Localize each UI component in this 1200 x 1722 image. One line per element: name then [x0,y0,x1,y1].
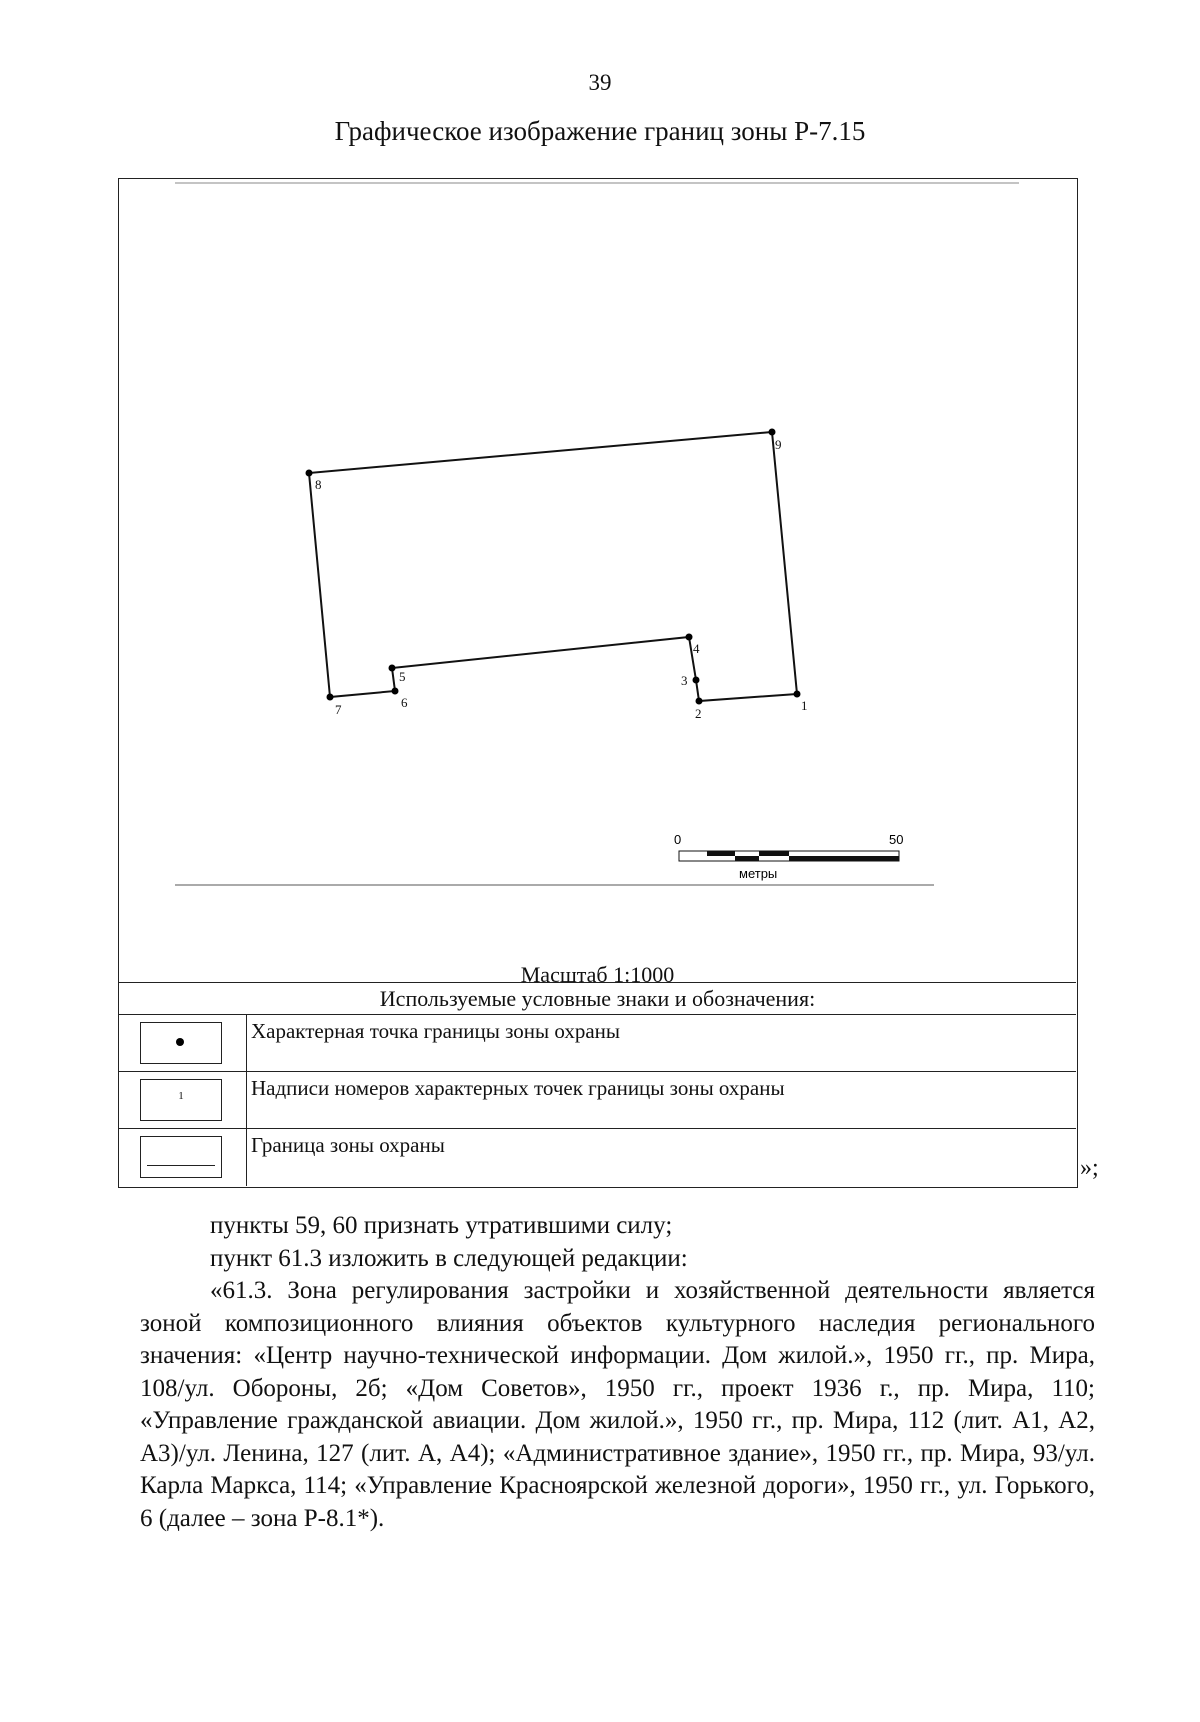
map-title: Графическое изображение границ зоны Р-7.15 [334,116,866,146]
boundary-map [119,179,1076,987]
point-label-1: 1 [801,698,808,713]
point-label-2: 2 [695,706,702,721]
map-area [119,179,1076,987]
closing-quote: »; [1080,1155,1099,1181]
boundary-point-2 [696,698,703,705]
page-number: 39 [588,70,612,95]
scale-caption: Масштаб 1:1000 [520,962,675,987]
legend-text-boundary: Граница зоны охраны [251,1133,445,1157]
boundary-points [306,429,801,705]
legend-symbol-box [140,1079,222,1121]
scale-start-label: 0 [674,832,682,847]
boundary-point-5 [389,665,396,672]
legend-text-number: Надписи номеров характерных точек границы зоны охраны [251,1076,785,1100]
paragraph-2: пункт 61.3 изложить в следующей редакции: [210,1244,688,1272]
legend-header: Используемые условные знаки и обозначения: [119,982,1076,1015]
boundary-point-7 [327,694,334,701]
scale-bar [674,832,903,881]
boundary-point-6 [392,688,399,695]
legend-symbol-box [140,1136,222,1178]
paragraph-3: «61.3. Зона регулирования застройки и хозяйственной деятельности является зоной композиционного влияния объектов культурного наследия регионального значения: «Центр научно-технической информации. Дом жилой.», 1950 гг., пр. Мира, 108/ул. Обороны, 2б; «Дом Советов», 1950 гг., проект 1936 г., пр. Мира, 110; «Управление гражданской авиации. Дом жилой.», 1950 гг., пр. Мира, 112 (лит. А1, А2, А3)/ул. Ленина, 127 (лит. А, А4); «Административное здание», 1950 гг., пр. Мира, 93/ул. Карла Маркса, 114; «Управление Красноярской железной дороги», 1950 гг., ул. Горького, 6 (далее – зона Р-8.1*). [140,1277,1095,1532]
legend-text-point: Характерная точка границы зоны охраны [251,1019,620,1043]
document-body [140,1210,1095,1535]
zone-boundary [309,432,797,701]
point-label-3: 3 [681,673,688,688]
map-frame [118,178,1078,1188]
legend-symbol-cell [119,1129,247,1186]
legend-symbol-cell [119,1015,247,1071]
paragraph-1: пункты 59, 60 признать утратившими силу; [210,1212,673,1239]
boundary-point-3 [693,677,700,684]
boundary-line-icon [147,1165,215,1166]
boundary-point-4 [686,634,693,641]
boundary-point-1 [794,691,801,698]
scale-end-label: 50 [889,832,904,847]
point-label-7: 7 [335,702,342,717]
point-dot-icon [176,1038,184,1046]
scale-unit-label: метры [739,866,778,881]
point-label-9: 9 [775,437,782,452]
legend-row-point [119,1015,1076,1072]
legend-symbol-cell [119,1072,247,1128]
point-label-5: 5 [399,669,406,684]
legend-row-boundary [119,1129,1076,1186]
legend-row-number [119,1072,1076,1129]
point-number-sample: 1 [178,1090,184,1102]
boundary-point-9 [769,429,776,436]
legend-symbol-box [140,1022,222,1064]
point-label-4: 4 [693,641,700,656]
boundary-point-8 [306,470,313,477]
point-label-8: 8 [315,477,322,492]
point-label-6: 6 [401,695,408,710]
